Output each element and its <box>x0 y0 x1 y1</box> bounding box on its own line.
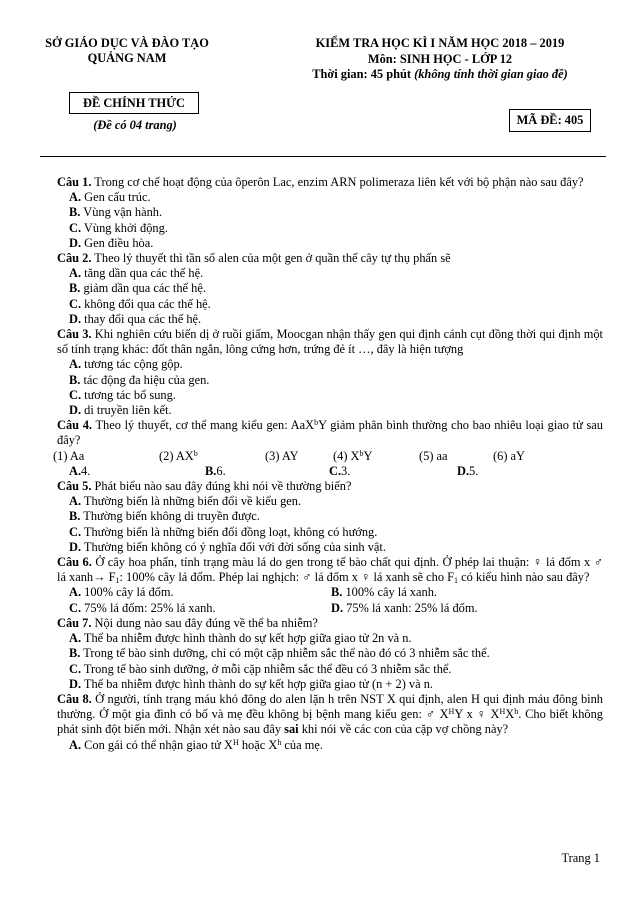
option-letter: B. <box>331 585 343 600</box>
option-letter: A. <box>69 357 82 372</box>
option-text: 100% cây lá đốm. <box>81 585 174 600</box>
exam-time <box>250 67 630 83</box>
option-text: tăng dần qua các thế hệ. <box>81 266 204 281</box>
question-6 <box>43 555 603 585</box>
option-a <box>43 190 603 205</box>
option-letter: B. <box>69 509 81 524</box>
question-text: Khi nghiên cứu biến dị ở ruồi giấm, Moocgan nhận thấy gen qui định cánh cụt đồng thời qui định một số tính trạng khác: đốt thân ngắn, lông cứng hơn, trứng đẻ ít …, đây là hiện tượng <box>57 327 604 357</box>
option-text: 6. <box>216 463 226 478</box>
emphasis-word: sai <box>284 722 299 737</box>
option-c <box>43 297 603 312</box>
question-number: Câu 1. <box>57 175 92 189</box>
question-text: . Cho biết không phát sinh đột biến mới. Nhận xét nào sau đây <box>57 707 603 737</box>
question-number: Câu 6. <box>57 555 92 570</box>
gamete-item-4 <box>333 449 419 464</box>
option-text: Trong tế bào sinh dưỡng, chỉ có một cặp nhiễm sắc thể nào đó có 3 nhiễm sắc thể. <box>80 646 490 661</box>
option-a <box>43 357 603 372</box>
header-right <box>250 36 630 83</box>
option-b <box>43 646 603 661</box>
option-text: Thường biến không di truyền được. <box>80 509 260 524</box>
option-a <box>43 631 603 646</box>
province-name: QUẢNG NAM <box>87 51 167 65</box>
question-number: Câu 8. <box>57 691 92 706</box>
question-5 <box>43 479 603 494</box>
superscript: H <box>499 707 506 717</box>
option-letter: B. <box>69 205 81 220</box>
option-text: giảm dần qua các thế hệ. <box>80 281 206 296</box>
option-letter: D. <box>69 235 82 250</box>
exam-title: KIỂM TRA HỌC KÌ I NĂM HỌC 2018 – 2019 <box>315 36 565 50</box>
option-text: tương tác cộng gộp. <box>81 357 183 372</box>
option-letter: C. <box>69 661 82 676</box>
option-letter: C. <box>69 220 82 235</box>
question-8 <box>43 692 603 738</box>
option-letter: B. <box>69 646 81 661</box>
question-2 <box>43 251 603 266</box>
exam-code-box: MÃ ĐỀ: 405 <box>509 109 591 132</box>
option-letter: B. <box>69 372 81 387</box>
exam-subject: Môn: SINH HỌC - LỚP 12 <box>367 51 513 66</box>
option-text: thay đổi qua các thế hệ. <box>81 311 202 326</box>
option-letter: A. <box>69 266 82 281</box>
option-c <box>43 662 603 677</box>
option-letter: A. <box>69 494 82 509</box>
option-text: Trong tế bào sinh dưỡng, ở mỗi cặp nhiễm sắc thể đều có 3 nhiễm sắc thể. <box>81 661 452 676</box>
option-letter: C. <box>69 524 82 539</box>
gamete-item-2 <box>159 449 265 464</box>
item-text: Y <box>363 448 373 463</box>
option-text: 75% lá xanh: 25% lá đốm. <box>343 600 478 615</box>
item-text: (2) AX <box>159 448 194 463</box>
option-letter: D. <box>457 463 470 478</box>
option-text: của mẹ. <box>281 737 323 752</box>
option-text: di truyền liên kết. <box>81 403 172 418</box>
option-letter: B. <box>69 281 81 296</box>
option-d <box>331 601 478 616</box>
option-b <box>43 205 603 220</box>
superscript: b <box>193 448 198 458</box>
option-b <box>331 585 437 600</box>
option-letter: D. <box>69 539 82 554</box>
option-letter: C. <box>329 463 342 478</box>
option-text: Thường biến không có ý nghĩa đối với đời sống của sinh vật. <box>81 539 386 554</box>
gamete-item-6: (6) aY <box>493 448 525 463</box>
question-text: Y x ♀ X <box>454 707 500 722</box>
option-text: tương tác bổ sung. <box>81 387 176 402</box>
option-letter: A. <box>69 463 82 478</box>
question-text: X <box>505 707 515 722</box>
superscript: h <box>514 707 519 717</box>
option-letter: D. <box>69 676 82 691</box>
gamete-item-3: (3) AY <box>265 448 299 463</box>
option-text: không đổi qua các thế hệ. <box>81 296 211 311</box>
gamete-items <box>43 449 603 464</box>
options-row <box>43 585 603 600</box>
option-text: Vùng khởi động. <box>81 220 168 235</box>
option-text: Thường biến là những biến đổi về kiểu gen. <box>81 494 302 509</box>
option-text: Thường biến là những biến đổi đồng loạt, không có hướng. <box>81 524 378 539</box>
option-text: 100% cây lá xanh. <box>342 585 437 600</box>
header-divider <box>40 156 606 157</box>
superscript: H <box>448 707 455 717</box>
option-a <box>43 738 603 753</box>
option-b <box>43 281 603 296</box>
question-text: khi nói về các con của cặp vợ chồng này? <box>298 722 509 737</box>
question-number: Câu 3. <box>57 327 92 342</box>
option-b <box>43 509 603 524</box>
option-a <box>43 266 603 281</box>
superscript: h <box>277 737 282 747</box>
option-text: 75% lá đốm: 25% lá xanh. <box>81 600 216 615</box>
option-text: hoặc X <box>238 737 278 752</box>
option-text: Thể ba nhiễm được hình thành do sự kết hợp giữa giao tử 2n và n. <box>81 631 412 646</box>
header-left <box>22 36 232 66</box>
department-name: SỞ GIÁO DỤC VÀ ĐÀO TẠO <box>45 36 209 50</box>
option-c <box>43 221 603 236</box>
option-letter: A. <box>69 585 82 600</box>
option-text: Gen cấu trúc. <box>81 190 151 205</box>
item-text: (4) X <box>333 448 360 463</box>
option-text: 4. <box>81 463 91 478</box>
question-4 <box>43 418 603 448</box>
official-exam-box: ĐỀ CHÍNH THỨC <box>69 92 199 114</box>
option-letter: A. <box>69 631 82 646</box>
question-1 <box>43 175 603 190</box>
option-c <box>43 388 603 403</box>
options-row <box>43 464 603 479</box>
option-b <box>205 464 329 479</box>
question-text: Phát biểu nào sau đây đúng khi nói về thường biến? <box>91 479 352 494</box>
option-letter: D. <box>69 311 82 326</box>
option-d <box>43 236 603 251</box>
superscript: b <box>359 448 364 458</box>
option-letter: D. <box>331 600 344 615</box>
question-number: Câu 5. <box>57 479 92 494</box>
gamete-item-1: (1) Aa <box>53 448 85 463</box>
exam-content <box>43 175 603 753</box>
page-number: Trang 1 <box>561 851 600 865</box>
superscript: b <box>314 418 319 428</box>
option-letter: C. <box>69 387 82 402</box>
question-text: Theo lý thuyết thì tần số alen của một gen ở quần thể cây tự thụ phấn sẽ <box>91 251 451 266</box>
page-count-note: (Đề có 04 trang) <box>93 118 177 132</box>
question-text: Ở người, tính trạng máu khó đông do alen lặn h trên NST X qui định, alen H qui định máu đông bình thường. Ở một gia đình có bố và mẹ đều không bị bệnh mang kiểu gen: ♂ X <box>57 691 603 722</box>
option-c <box>329 464 457 479</box>
question-text: Ở cây hoa phấn, tính trạng màu lá do gen trong tế bào chất qui định. Ở phép lai thuận: ♀ lá đốm x ♂ lá xanh→ F <box>57 555 604 585</box>
option-text: Con gái có thể nhận giao tử X <box>81 737 233 752</box>
option-d <box>43 677 603 692</box>
question-text: : 100% cây lá đốm. Phép lai nghịch: ♂ lá đốm x ♀ lá xanh sẽ cho F <box>119 570 455 585</box>
question-number: Câu 7. <box>57 615 92 630</box>
option-letter: B. <box>205 463 217 478</box>
option-c <box>69 601 331 616</box>
subscript: 1 <box>454 576 459 586</box>
question-text: Nội dung nào sau đây đúng về thể ba nhiễm? <box>91 615 318 630</box>
question-number: Câu 2. <box>57 251 92 266</box>
question-text: Y giảm phân bình thường cho bao nhiêu loại giao tử sau đây? <box>57 418 603 448</box>
option-a <box>69 464 205 479</box>
option-letter: D. <box>69 403 82 418</box>
option-text: Thể ba nhiễm được hình thành do sự kết hợp giữa giao tử (n + 2) và n. <box>81 676 433 691</box>
gamete-item-5: (5) aa <box>419 448 448 463</box>
option-d <box>43 540 603 555</box>
option-letter: C. <box>69 296 82 311</box>
option-letter: A. <box>69 737 82 752</box>
option-text: Vùng vận hành. <box>80 205 163 220</box>
question-text: Trong cơ chế hoạt động của ôperôn Lac, enzim ARN polimeraza liên kết với bộ phận nào sau đây? <box>91 175 584 189</box>
question-3 <box>43 327 603 357</box>
option-a <box>69 585 331 600</box>
question-number: Câu 4. <box>57 418 92 433</box>
option-d <box>457 464 478 479</box>
option-c <box>43 525 603 540</box>
question-text: có kiểu hình nào sau đây? <box>458 570 590 585</box>
option-text: tác động đa hiệu của gen. <box>80 372 210 387</box>
option-text: 3. <box>341 463 351 478</box>
question-7 <box>43 616 603 631</box>
question-text: Theo lý thuyết, cơ thể mang kiểu gen: AaX <box>92 418 315 433</box>
time-label: Thời gian: 45 phút <box>312 67 415 81</box>
options-row <box>43 601 603 616</box>
option-a <box>43 494 603 509</box>
option-text: 5. <box>469 463 479 478</box>
option-d <box>43 403 603 418</box>
option-letter: C. <box>69 600 82 615</box>
option-letter: A. <box>69 190 82 205</box>
time-note: (không tính thời gian giao đề) <box>414 67 568 81</box>
option-b <box>43 373 603 388</box>
subscript: 1 <box>115 576 120 586</box>
option-d <box>43 312 603 327</box>
superscript: H <box>232 737 239 747</box>
option-text: Gen điều hòa. <box>81 235 154 250</box>
